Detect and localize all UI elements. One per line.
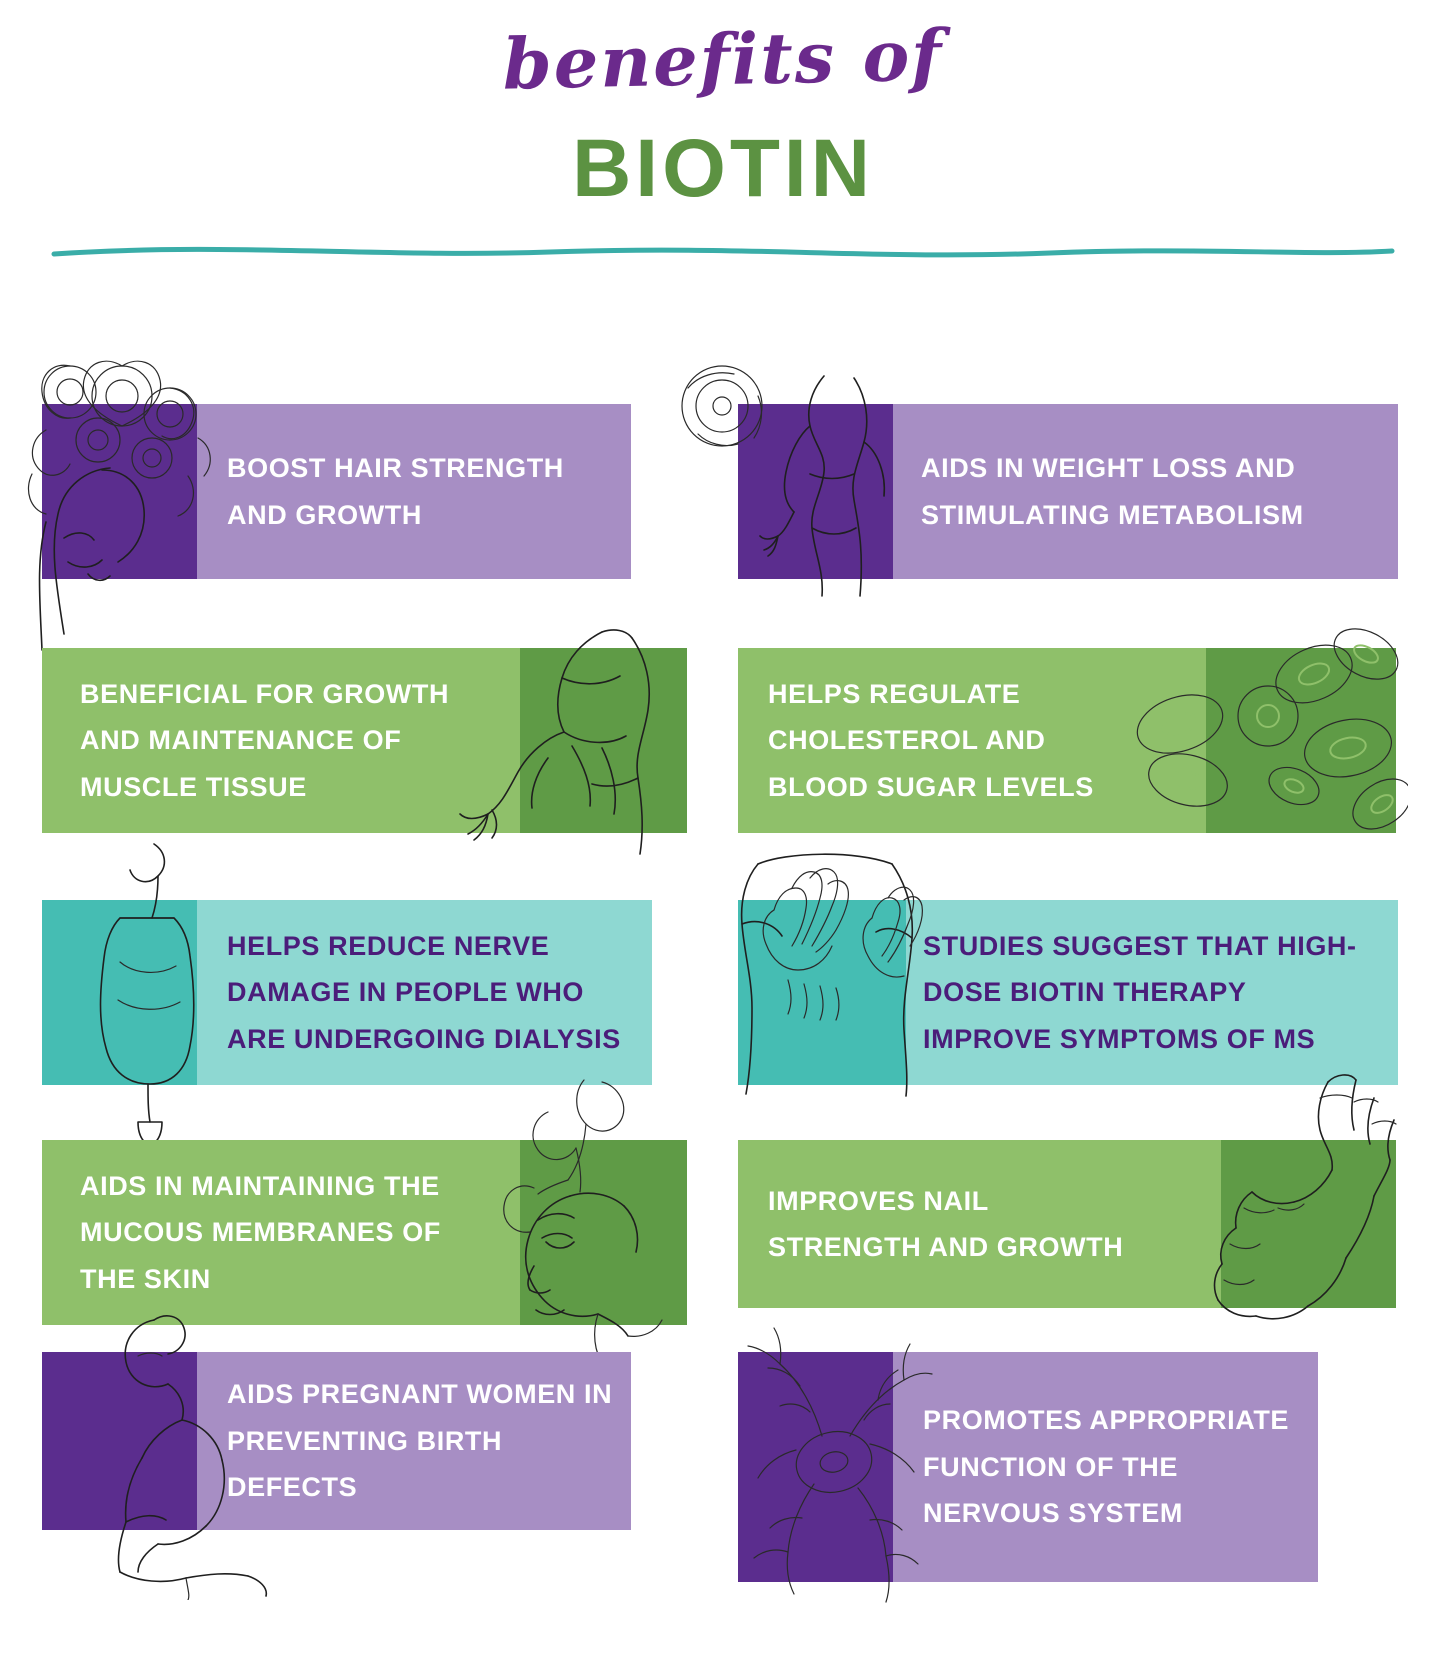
benefit-card-mucous-membranes[interactable] [42,1140,687,1325]
benefit-card-nails[interactable] [738,1140,1396,1308]
benefit-label: AIDS IN WEIGHT LOSS AND STIMULATING METABOLISM [921,453,1304,530]
card-accent [1221,1140,1396,1308]
card-accent [520,648,687,833]
card-accent [738,1352,893,1582]
card-accent [42,1352,197,1530]
benefit-card-nerve-dialysis[interactable] [42,900,652,1085]
card-accent [42,404,197,579]
benefit-label: BENEFICIAL FOR GROWTH AND MAINTENANCE OF MUSCLE TISSUE [80,678,450,802]
benefit-label: HELPS REGULATE CHOLESTEROL AND BLOOD SUGAR LEVELS [768,678,1094,802]
benefit-card-ms-therapy[interactable] [738,900,1398,1085]
benefit-label: PROMOTES APPROPRIATE FUNCTION OF THE NERVOUS SYSTEM [923,1405,1290,1529]
benefit-card-muscle[interactable] [42,648,687,833]
benefit-label: BOOST HAIR STRENGTH AND GROWTH [227,453,564,530]
benefit-label: AIDS PREGNANT WOMEN IN PREVENTING BIRTH DEFECTS [227,1379,613,1503]
benefit-label: STUDIES SUGGEST THAT HIGH-DOSE BIOTIN THERAPY IMPROVE SYMPTOMS OF MS [923,930,1357,1054]
benefit-card-pregnancy[interactable] [42,1352,631,1530]
page-title: BIOTIN [572,123,874,214]
benefit-card-hair[interactable] [42,404,631,579]
benefit-card-weight-loss[interactable] [738,404,1398,579]
benefit-card-cholesterol[interactable] [738,648,1396,833]
card-accent [738,404,893,579]
divider [50,236,1396,270]
card-accent [738,900,906,1085]
benefit-card-nervous-system[interactable] [738,1352,1318,1582]
benefit-label: AIDS IN MAINTAINING THE MUCOUS MEMBRANES OF THE SKIN [80,1170,441,1294]
card-accent [520,1140,687,1325]
card-accent [42,900,197,1085]
card-accent [1206,648,1396,833]
header [0,0,1446,290]
benefit-label: HELPS REDUCE NERVE DAMAGE IN PEOPLE WHO ARE UNDERGOING DIALYSIS [227,930,621,1054]
benefit-label: IMPROVES NAIL STRENGTH AND GROWTH [768,1185,1124,1262]
benefits-grid [0,330,1446,1674]
page-script-title: benefits of [501,13,945,106]
